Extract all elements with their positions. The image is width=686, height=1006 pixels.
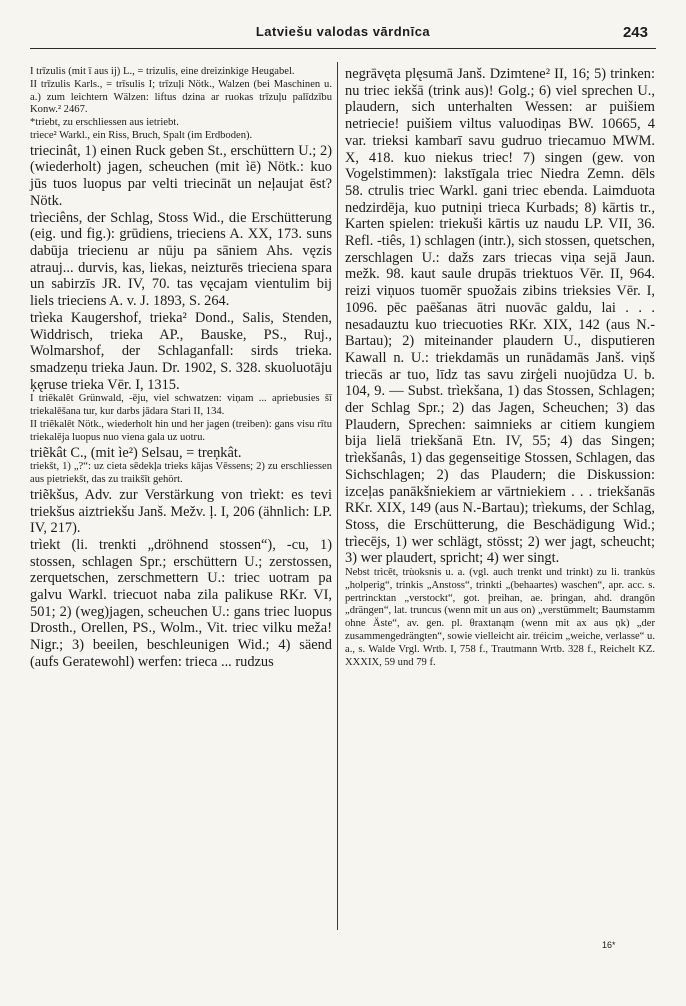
page-number: 243 xyxy=(622,24,648,41)
dictionary-entry: negrāvęta plęsumā Janš. Dzimtene² II, 16; 5) trinken: nu triec iekšā (trink aus)! Golg.; 6) viel sprechen U., plaudern, sich unterhalten Wessen: ar puišiem netriecie! puišiem viltus valuodiņas BW. 10665, 4 var. trieksi kambarī savu gudruo triecamuo MWM. X, 418. kuo niekus triec! 7) singen (gew. von Vogelstimmen): lakstīgala triec Niedra Zemn. dēls 58. ctrulis triec Warkl. gani triec ebenda. Laimduota nedzirdēja, kuo putniņi trieca Kurbads; 8) kārtis tr., Karten spielen: triekuši kārtis uz naudu LP. VII, 36. Refl. -tiês, 1) schlagen (intr.), sich stossen, quetschen, zerschlagen U.: dažs zars triecas viņa sejā Jaun. mežk. 98. kaut saule drupās triektuos Vēr. II, 964. reizi viņuos tuomēr spuožais zibins trieksies Vēr. I, 1096. pēc paēšanas ātri nuovāc galdu, lai . . . nesadauztu kuo triecuoties RKr. XIX, 142 (aus N.-Bartau); 2) miteinander plaudern U., disputieren Kawall n. U.: triekdamās un runādamās Janš. viņš triecās ar tuo, līdz tas savu zirģeli nuojūdza U. b. 104, 9. — Subst. trìekšana, 1) das Stossen, Schlagen; der Schlag Spr.; 2) das Jagen, Scheuchen; 3) das Plaudern, Sprechen: saimnieks ar citiem kungiem bija lielā triekšanā Etn. IV, 55; 4) das Singen; trìekšanâs, 1) das gegenseitige Stossen, Schlagen, das Sichschlagen; 2) das Plaudern; die Diskussion: izceļas panākšniekiem ar vārtniekiem . . . triekšanās RKr. XIX, 149 (aus N.-Bartau); trìekums, der Schlag, Stoss, die Erschütterung, die Beschädigung Wid.; trìecējs, 1) wer schlägt, stösst; 2) wer jagt, scheucht; 3) wer plaudert, spricht; 4) wer singt. xyxy=(345,66,655,567)
header-rule xyxy=(30,48,656,49)
dictionary-entry: I triẽkalêt Grünwald, -ēju, viel schwatzen: viņam ... apriebusies šī triekalēšana tur, kur darbs jādara Stari II, 134. xyxy=(30,393,332,418)
dictionary-entry: triecinât, 1) einen Ruck geben St., erschüttern U.; 2) (wiederholt) jagen, scheuchen (mit ìē) Nötk.: kuo jūs tuos luopus par velti triecināt un neļaujat ēst? Nötk. xyxy=(30,142,332,209)
printer-signature-mark: 16* xyxy=(602,940,616,950)
page-title: Latviešu valodas vārdnīca xyxy=(255,24,431,39)
left-column xyxy=(30,64,332,671)
dictionary-entry: triẽkât C., (mit ìe²) Selsau, = treņkât. xyxy=(30,444,242,461)
right-column xyxy=(345,64,655,669)
dictionary-entry: trìeka Kaugershof, trieka² Dond., Salis, Stenden, Widdrisch, trieka AP., Bauske, PS., Ruj., Wolmarshof, der Schlaganfall: sirds trieka. smadzeņu trieka Jaun. Dr. 1902, S. 328. skuoluotāju ķęruse trieka Vēr. I, 1315. xyxy=(30,309,332,393)
dictionary-entry: II triẽkalêt Nötk., wiederholt hin und her jagen (treiben): gans visu rītu triekalēja luopus nuo viena gala uz uotru. xyxy=(30,418,332,443)
dictionary-entry: trìekt (li. trenkti „dröhnend stossen“), -cu, 1) stossen, schlagen Spr.; erschüttern U.; zerstossen, zerquetschen, zerschmettern U.: triec uotram pa galvu Warkl. triecuot naba zila palikuse RKr. VI, 501; 2) (weg)jagen, scheuchen U.: gans triec luopus Drosth., Orellen, PS., Wolm., Vit. triec vilku meža! Nigr.; 3) beeilen, beschleunigen Wid.; 4) säend (aufs Geratewohl) werfen: trieca ... rudzus xyxy=(30,536,332,670)
dictionary-entry: Nebst trìcêt, trùoksnis u. a. (vgl. auch trenkt und trinkt) zu li. trankùs „holperig“, trinkis „Anstoss“, trìnkti „(behaartes) waschen“, apr. acc. s. pertrincktan „verstockt“, got. þreihan, ae. þringan, ahd. drangōn „drängen“, lat. truncus (wenn mit un aus on) „verstümmelt; Baumstamm ohne Äste“, av. gen. pl. θraxtanąm (wenn mit ax aus ņk) „der zusammengedrängten“, sowie vielleicht air. tréicim „weiche, verlasse“ u. a., s. Walde Vrgl. Wrtb. I, 758 f., Trautmann Wrtb. 328 f., Reichelt KZ. XXXIX, 59 und 79 f. xyxy=(345,567,655,668)
column-divider xyxy=(337,62,338,930)
dictionary-entry: I trīzulis (mit ī aus ij) L., = trizulis, eine dreizinkige Heugabel. xyxy=(30,66,295,77)
dictionary-entry: *triebt, zu erschliessen aus ietriebt. xyxy=(30,117,179,129)
running-head xyxy=(0,24,686,46)
dictionary-entry: trìeciêns, der Schlag, Stoss Wid., die Erschütterung (eig. und fig.): grūdiens, trieciens A. XX, 173. suns dabūja triecienu ar nūju pa sāniem Ahs. vęzis atrauj... durvis, kas, liekas, neizturēs trieciena spara un sabirzīs JR. IV, 70. tas vęcajam vientulim bij liels trieciens A. v. J. 1893, S. 264. xyxy=(30,209,332,310)
dictionary-entry: triẽkšus, Adv. zur Verstärkung von trìekt: es tevi triekšus aiztriekšu Janš. Mežv. ļ. I, 206 (ähnlich: LP. IV, 217). xyxy=(30,486,332,537)
dictionary-entry: trìece² Warkl., ein Riss, Bruch, Spalt (im Erdboden). xyxy=(30,129,253,141)
dictionary-entry: II trīzulis Karls., = trīsulis I; trīzuļi Nötk., Walzen (bei Maschinen u. a.) zum leichtern Wälzen: liftus dzina ar ruokas trīzuļu palīdzību Konw.² 2467. xyxy=(30,78,332,116)
dictionary-entry: triekšt, 1) „?“: uz cieta sēdekļa trieks kājas Vēssens; 2) zu erschliessen aus pietriekšt, das zu traikšīt gehört. xyxy=(30,461,332,486)
